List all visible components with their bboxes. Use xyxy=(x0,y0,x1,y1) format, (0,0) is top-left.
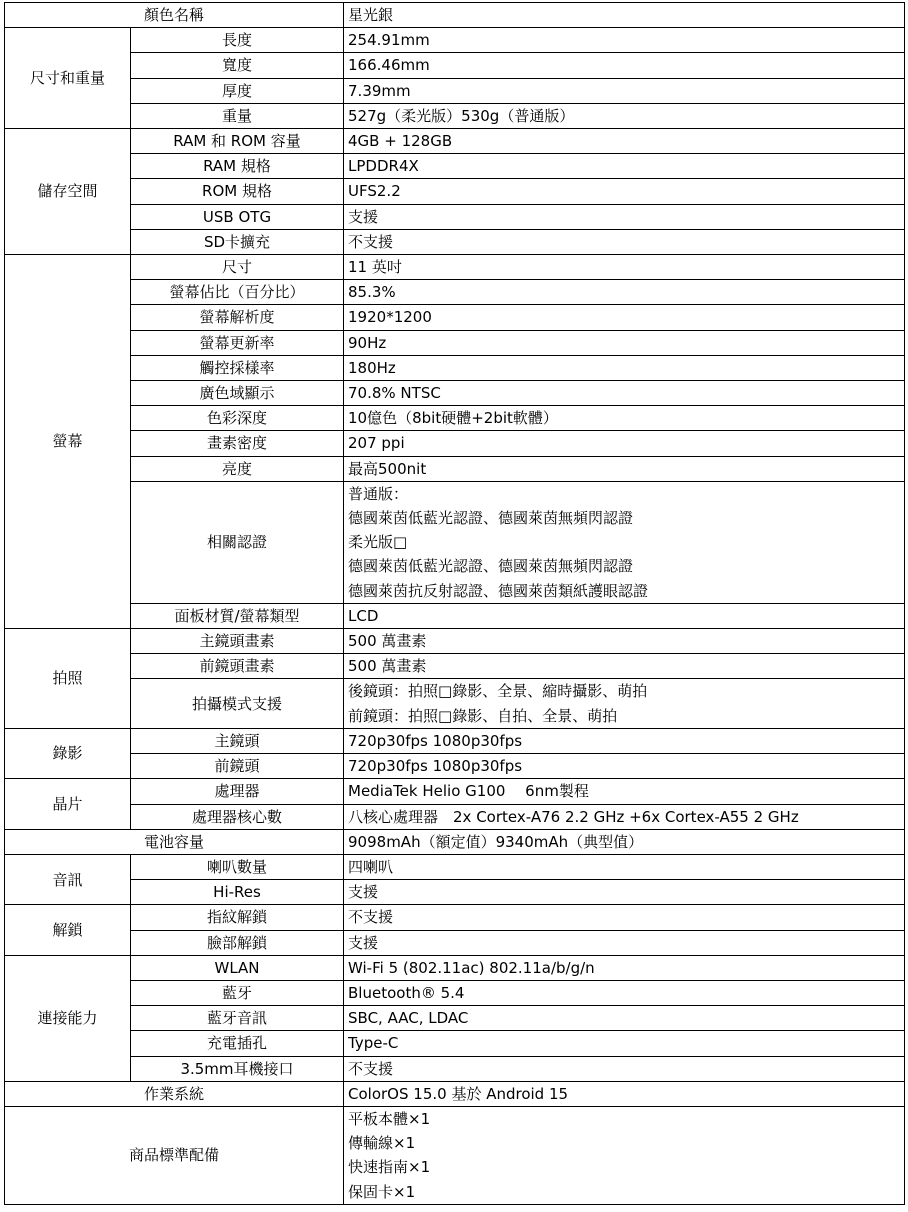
table-row xyxy=(5,629,905,654)
attribute-label: 喇叭數量 xyxy=(131,854,344,879)
attribute-label: 廣色域顯示 xyxy=(131,381,344,406)
table-row xyxy=(5,103,905,128)
value-line: 普通版： xyxy=(348,484,409,503)
value-cell: 4GB + 128GB xyxy=(344,129,905,154)
attribute-label: 面板材質/螢幕類型 xyxy=(131,603,344,628)
table-row xyxy=(5,481,905,603)
value-cell: 支援 xyxy=(344,930,905,955)
table-row xyxy=(5,1031,905,1056)
attribute-label: USB OTG xyxy=(131,204,344,229)
attribute-label: 顏色名稱 xyxy=(5,3,344,28)
table-row xyxy=(5,955,905,980)
value-cell: 星光銀 xyxy=(344,3,905,28)
table-row xyxy=(5,280,905,305)
category-label: 錄影 xyxy=(5,728,131,778)
attribute-label: 電池容量 xyxy=(5,829,344,854)
attribute-label: 前鏡頭 xyxy=(131,754,344,779)
table-row xyxy=(5,305,905,330)
table-row xyxy=(5,179,905,204)
attribute-label: 充電插孔 xyxy=(131,1031,344,1056)
attribute-label: RAM 和 ROM 容量 xyxy=(131,129,344,154)
value-line: 前鏡頭：拍照□錄影、自拍、全景、萌拍 xyxy=(348,706,618,725)
table-row xyxy=(5,854,905,879)
table-row xyxy=(5,1056,905,1081)
value-line: 傳輸線×1 xyxy=(348,1134,416,1153)
value-cell: LCD xyxy=(344,603,905,628)
value-cell: 500 萬畫素 xyxy=(344,629,905,654)
attribute-label: 螢幕更新率 xyxy=(131,330,344,355)
attribute-label: 3.5mm耳機接口 xyxy=(131,1056,344,1081)
attribute-label: 前鏡頭畫素 xyxy=(131,654,344,679)
value-cell: 90Hz xyxy=(344,330,905,355)
table-row xyxy=(5,728,905,753)
attribute-label: 寬度 xyxy=(131,53,344,78)
attribute-label: 螢幕佔比（百分比） xyxy=(131,280,344,305)
value-cell: 166.46mm xyxy=(344,53,905,78)
attribute-label: WLAN xyxy=(131,955,344,980)
table-row xyxy=(5,204,905,229)
value-cell: Bluetooth® 5.4 xyxy=(344,980,905,1005)
value-cell: 不支援 xyxy=(344,905,905,930)
attribute-label: 亮度 xyxy=(131,456,344,481)
attribute-label: 厚度 xyxy=(131,78,344,103)
table-row xyxy=(5,129,905,154)
attribute-label: 相關認證 xyxy=(131,481,344,603)
value-cell: 207 ppi xyxy=(344,431,905,456)
value-cell: 70.8% NTSC xyxy=(344,381,905,406)
value-line: 快速指南×1 xyxy=(348,1158,431,1177)
attribute-label: 長度 xyxy=(131,28,344,53)
value-cell: 720p30fps 1080p30fps xyxy=(344,754,905,779)
value-cell xyxy=(344,481,905,603)
value-cell: 254.91mm xyxy=(344,28,905,53)
value-cell: Wi-Fi 5 (802.11ac) 802.11a/b/g/n xyxy=(344,955,905,980)
value-cell: ColorOS 15.0 基於 Android 15 xyxy=(344,1081,905,1106)
table-row xyxy=(5,1106,905,1204)
table-row xyxy=(5,406,905,431)
attribute-label: 商品標準配備 xyxy=(5,1106,344,1204)
attribute-label: Hi-Res xyxy=(131,880,344,905)
table-row xyxy=(5,679,905,728)
attribute-label: 重量 xyxy=(131,103,344,128)
attribute-label: 拍攝模式支援 xyxy=(131,679,344,728)
value-cell: SBC, AAC, LDAC xyxy=(344,1006,905,1031)
value-line: 保固卡×1 xyxy=(348,1182,416,1201)
table-row xyxy=(5,78,905,103)
table-row xyxy=(5,355,905,380)
table-row xyxy=(5,229,905,254)
category-label: 音訊 xyxy=(5,854,131,904)
value-line: 德國萊茵抗反射認證、德國萊茵類紙護眼認證 xyxy=(348,581,649,600)
value-line: 德國萊茵低藍光認證、德國萊茵無頻閃認證 xyxy=(348,509,634,528)
value-cell: 支援 xyxy=(344,880,905,905)
table-row xyxy=(5,779,905,804)
value-cell: 85.3% xyxy=(344,280,905,305)
value-cell xyxy=(344,679,905,728)
table-row xyxy=(5,154,905,179)
table-row xyxy=(5,654,905,679)
table-row xyxy=(5,905,905,930)
value-cell: LPDDR4X xyxy=(344,154,905,179)
table-row xyxy=(5,980,905,1005)
value-cell: 八核心處理器 2x Cortex-A76 2.2 GHz +6x Cortex-A55 2 GHz xyxy=(344,804,905,829)
category-label: 晶片 xyxy=(5,779,131,829)
attribute-label: 螢幕解析度 xyxy=(131,305,344,330)
table-row xyxy=(5,930,905,955)
value-cell: 不支援 xyxy=(344,229,905,254)
value-cell: 支援 xyxy=(344,204,905,229)
table-row xyxy=(5,1006,905,1031)
value-cell: 不支援 xyxy=(344,1056,905,1081)
value-cell: 7.39mm xyxy=(344,78,905,103)
table-row xyxy=(5,829,905,854)
value-cell: 四喇叭 xyxy=(344,854,905,879)
value-cell: 10億色（8bit硬體+2bit軟體） xyxy=(344,406,905,431)
value-cell: 1920*1200 xyxy=(344,305,905,330)
category-label: 解鎖 xyxy=(5,905,131,955)
category-label: 連接能力 xyxy=(5,955,131,1081)
attribute-label: ROM 規格 xyxy=(131,179,344,204)
value-cell: 500 萬畫素 xyxy=(344,654,905,679)
table-row xyxy=(5,1081,905,1106)
attribute-label: 畫素密度 xyxy=(131,431,344,456)
value-cell: UFS2.2 xyxy=(344,179,905,204)
value-cell: 180Hz xyxy=(344,355,905,380)
attribute-label: 觸控採樣率 xyxy=(131,355,344,380)
value-line: 德國萊茵低藍光認證、德國萊茵無頻閃認證 xyxy=(348,557,634,576)
value-cell: 11 英吋 xyxy=(344,255,905,280)
table-row xyxy=(5,603,905,628)
category-label: 尺寸和重量 xyxy=(5,28,131,129)
attribute-label: 主鏡頭 xyxy=(131,728,344,753)
value-line: 後鏡頭：拍照□錄影、全景、縮時攝影、萌拍 xyxy=(348,682,648,701)
table-row xyxy=(5,381,905,406)
attribute-label: 藍牙 xyxy=(131,980,344,1005)
table-row xyxy=(5,754,905,779)
value-cell: 720p30fps 1080p30fps xyxy=(344,728,905,753)
table-row xyxy=(5,431,905,456)
attribute-label: 處理器 xyxy=(131,779,344,804)
value-cell: 最高500nit xyxy=(344,456,905,481)
table-row xyxy=(5,330,905,355)
attribute-label: 臉部解鎖 xyxy=(131,930,344,955)
value-line: 平板本體×1 xyxy=(348,1109,431,1128)
table-row xyxy=(5,28,905,53)
attribute-label: 尺寸 xyxy=(131,255,344,280)
spec-table xyxy=(4,2,905,1205)
table-row xyxy=(5,804,905,829)
value-line: 柔光版□ xyxy=(348,533,408,552)
value-cell: 527g（柔光版）530g（普通版） xyxy=(344,103,905,128)
attribute-label: RAM 規格 xyxy=(131,154,344,179)
table-row xyxy=(5,255,905,280)
table-row xyxy=(5,456,905,481)
attribute-label: 藍牙音訊 xyxy=(131,1006,344,1031)
attribute-label: 處理器核心數 xyxy=(131,804,344,829)
category-label: 儲存空間 xyxy=(5,129,131,255)
value-cell xyxy=(344,1106,905,1204)
table-row xyxy=(5,880,905,905)
table-row xyxy=(5,3,905,28)
attribute-label: 主鏡頭畫素 xyxy=(131,629,344,654)
attribute-label: SD卡擴充 xyxy=(131,229,344,254)
value-cell: Type-C xyxy=(344,1031,905,1056)
value-cell: 9098mAh（額定值）9340mAh（典型值） xyxy=(344,829,905,854)
table-row xyxy=(5,53,905,78)
category-label: 拍照 xyxy=(5,629,131,729)
attribute-label: 色彩深度 xyxy=(131,406,344,431)
category-label: 螢幕 xyxy=(5,255,131,629)
attribute-label: 作業系統 xyxy=(5,1081,344,1106)
value-cell: MediaTek Helio G100 6nm製程 xyxy=(344,779,905,804)
attribute-label: 指紋解鎖 xyxy=(131,905,344,930)
